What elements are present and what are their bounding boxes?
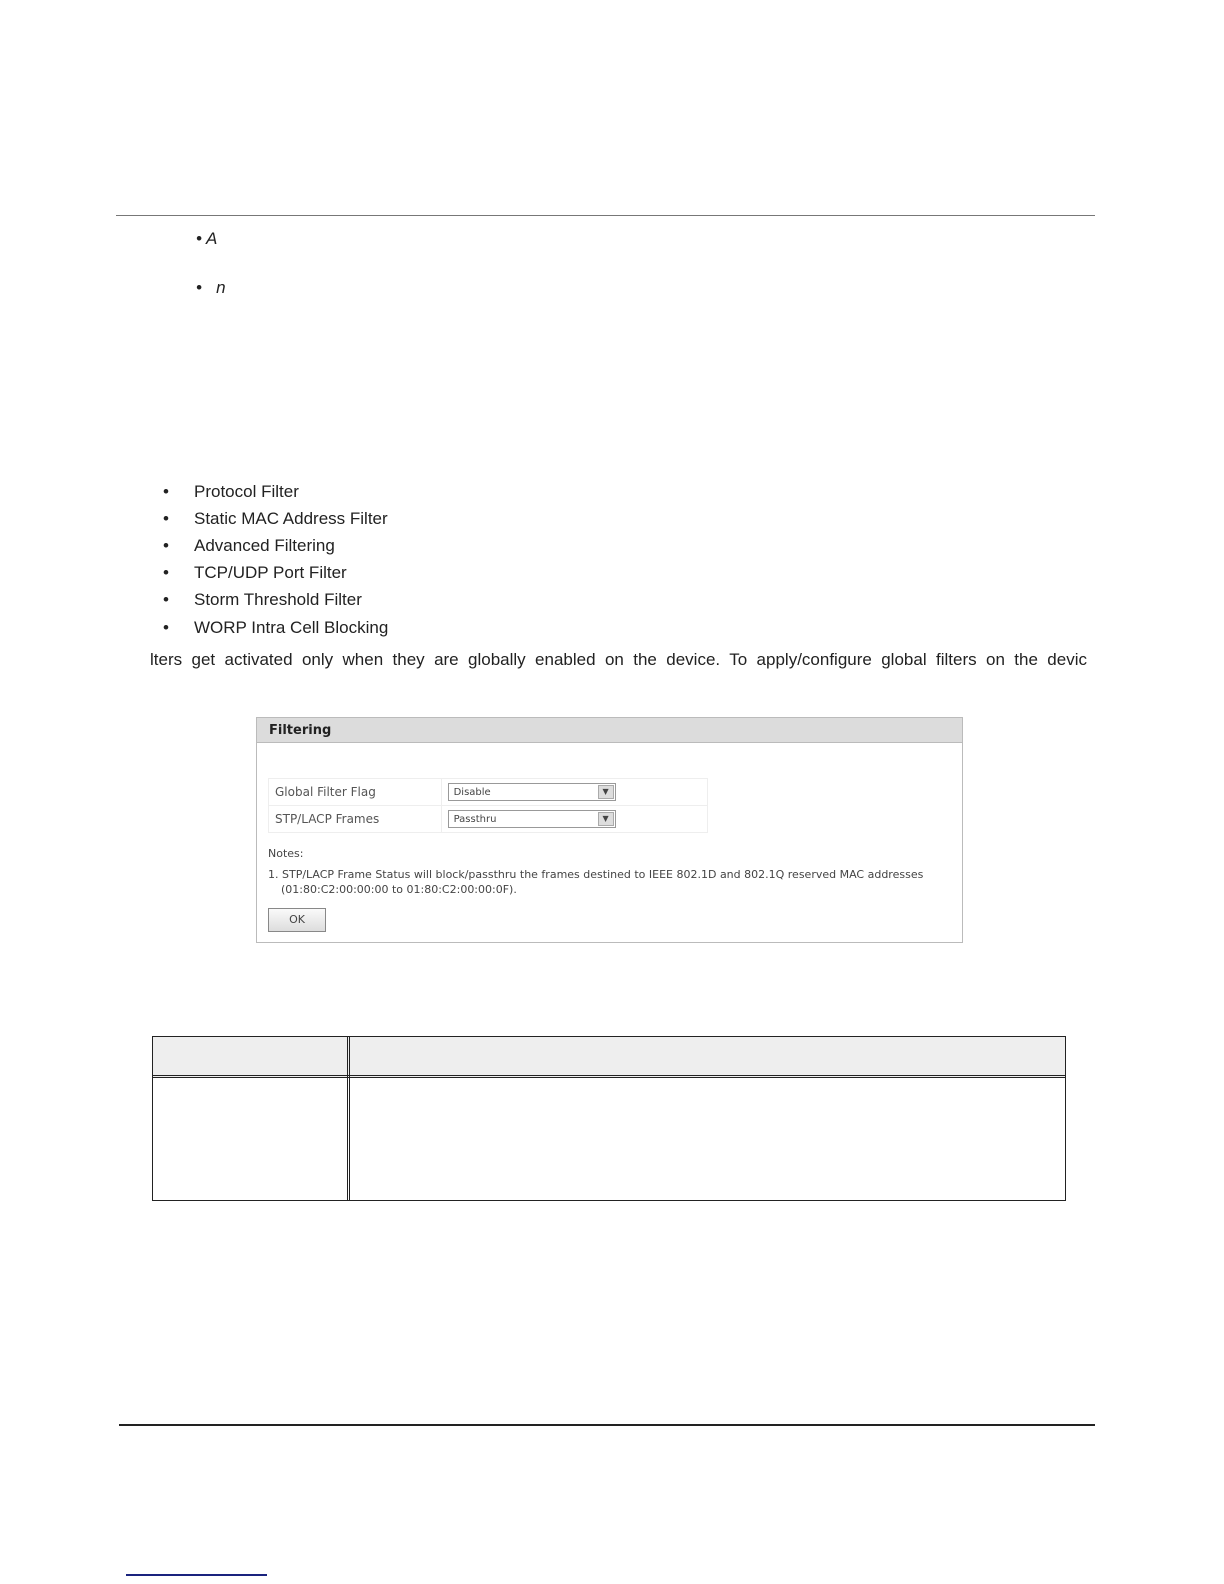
chevron-down-icon[interactable]: ▼ [598,785,614,799]
list-item-text: Static MAC Address Filter [194,509,388,528]
note-text: (01:80:C2:00:00:00 to 01:80:C2:00:00:0F). [281,883,517,896]
list-item-text: TCP/UDP Port Filter [194,563,347,582]
document-page: • A • n • Protocol Filter • Static MAC Address Filter • Advanced Filtering • TCP/UDP Port Filter • Storm Threshold Filter • WORP Intra Cell Blocking lters get activated only when they are globally enabled on the device. To apply/configure global filters on the devic Filtering Global Filter Flag Disable ▼ STP/LACP Frames Passthru ▼ Notes: 1. STP/LACP Frame Status will block/passthru the frames destined to IEEE 802.1D and 802.1Q reserved MAC addresses (01:80:C2:00:00:00 to 01:80:C2:00:00:0F). OK [0,0,1224,1584]
bullet-text: n [216,278,226,297]
stp-lacp-frames-select[interactable] [448,810,616,828]
parameter-table [152,1036,1066,1201]
select-value: Disable [453,787,491,798]
chevron-down-icon[interactable]: ▼ [598,812,614,826]
stp-lacp-frames-label: STP/LACP Frames [269,806,442,833]
notes-label: Notes: [268,847,304,860]
intro-bullet: • A [196,229,218,248]
list-item-text: WORP Intra Cell Blocking [194,618,389,637]
footer-link-underline[interactable] [126,1574,267,1576]
notes [268,846,923,897]
bullet-text: A [206,229,218,248]
panel-title: Filtering [257,718,962,743]
footer-rule [119,1424,1095,1426]
list-item-text: Storm Threshold Filter [194,590,362,609]
global-filter-flag-label: Global Filter Flag [269,779,442,806]
global-filter-flag-select[interactable] [448,783,616,801]
table-header-row [153,1037,1065,1078]
filtering-screenshot [256,717,963,943]
intro-bullet: • n [196,278,226,297]
ok-button[interactable]: OK [268,908,326,932]
column-divider [347,1037,350,1200]
list-item-text: Advanced Filtering [194,536,335,555]
header-rule [116,215,1095,216]
select-value: Passthru [453,814,497,825]
note-text: 1. STP/LACP Frame Status will block/passthru the frames destined to IEEE 802.1D and 802.1Q reserved MAC addresses [268,868,924,881]
filter-settings-table [268,778,708,833]
list-item-text: Protocol Filter [194,482,299,501]
body-paragraph: lters get activated only when they are globally enabled on the device. To apply/configure global filters on the devic [150,650,1087,669]
